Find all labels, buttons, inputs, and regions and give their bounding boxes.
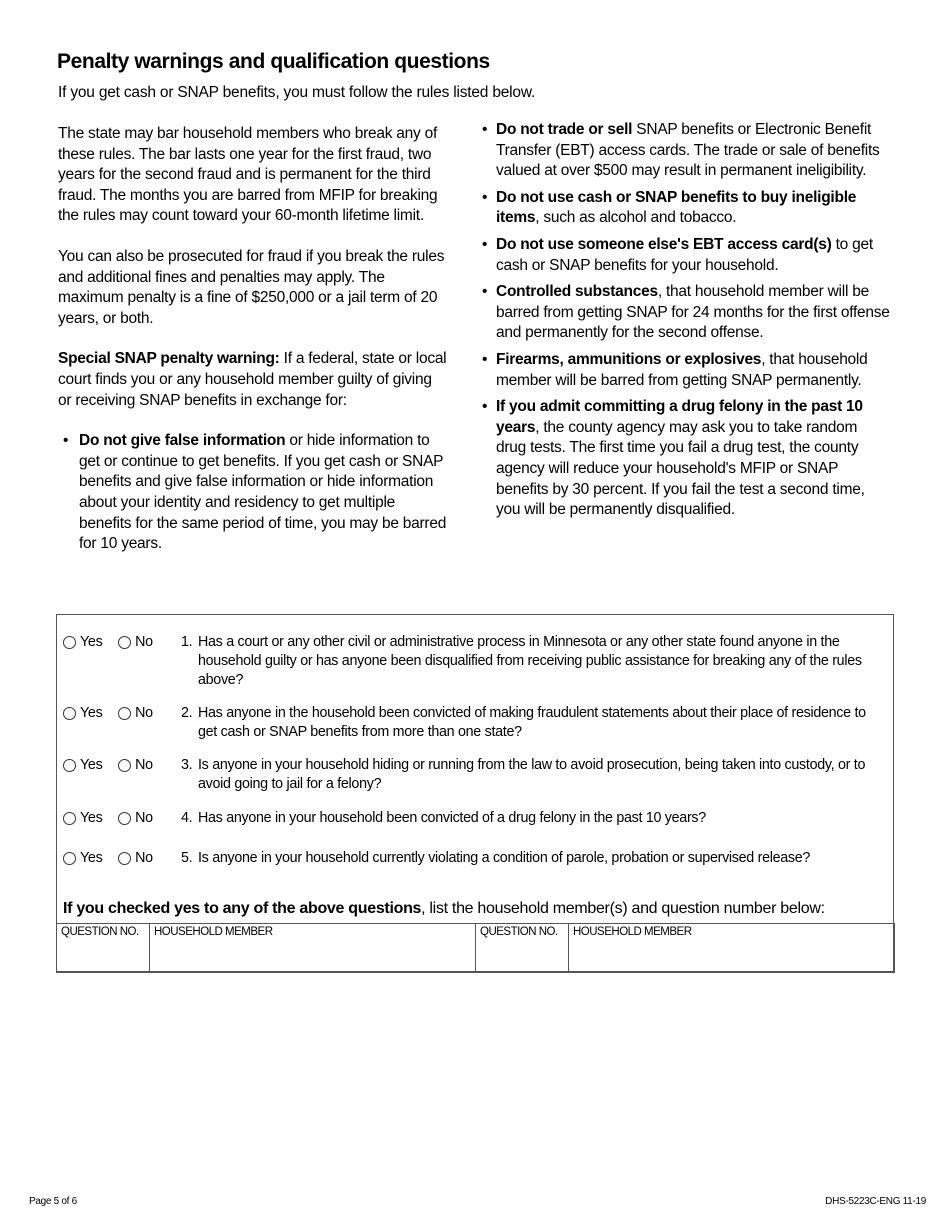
page-title: Penalty warnings and qualification questions — [57, 50, 490, 73]
column-header: QUESTION NO. — [480, 926, 558, 938]
radio-button-yes[interactable] — [63, 812, 76, 825]
yes-option[interactable] — [63, 633, 102, 652]
list-item — [480, 397, 890, 521]
form-identifier: DHS-5223C-ENG 11-19 — [825, 1196, 926, 1207]
bullet-text: to get cash or SNAP benefits for your household. — [496, 235, 873, 274]
radio-button-no[interactable] — [118, 707, 131, 720]
yes-no-group — [63, 849, 165, 871]
special-warning-heading: Special SNAP penalty warning: — [58, 350, 280, 368]
question-no-cell-1[interactable] — [57, 924, 150, 973]
household-member-table — [56, 923, 895, 973]
question-text: Has anyone in your household been convicted of a drug felony in the past 10 years? — [198, 810, 706, 826]
bullet-heading: Do not use cash or SNAP benefits to buy ineligible items — [496, 188, 857, 227]
bullet-glyph: • — [482, 350, 488, 368]
question-text: Has a court or any other civil or administrative process in Minnesota or any other state found anyone in the household guilty or has anyone been disqualified from receiving public assistance for breaking any of the rules above? — [198, 634, 862, 688]
intro-text: If you get cash or SNAP benefits, you must follow the rules listed below. — [58, 84, 536, 101]
question-text: Has anyone in the household been convicted of making fraudulent statements about their place of residence to get cash or SNAP benefits from more than one state? — [198, 705, 866, 740]
list-item — [58, 431, 448, 555]
bar-rules-paragraph: The state may bar household members who break any of these rules. The bar lasts one year for the first fraud, two years for the second fraud and is permanent for the third fraud. The months you are barred from MFIP for breaking the rules may count toward your 60-month lifetime limit. — [58, 125, 438, 225]
bullet-heading: Firearms, ammunitions or explosives — [496, 350, 762, 368]
bullet-glyph: • — [482, 398, 488, 416]
yes-option[interactable] — [63, 849, 102, 868]
no-label: No — [135, 757, 153, 773]
instruction-bold: If you checked yes to any of the above questions — [63, 900, 422, 917]
question-number: 5. — [181, 850, 193, 866]
yes-label: Yes — [80, 757, 103, 773]
yes-no-group — [63, 704, 165, 726]
instruction-text: , list the household member(s) and question number below: — [421, 900, 825, 917]
no-option[interactable] — [118, 704, 153, 723]
list-item — [480, 282, 890, 344]
radio-button-yes[interactable] — [63, 759, 76, 772]
bullet-heading: Do not trade or sell — [496, 121, 633, 138]
special-snap-warning — [58, 349, 448, 411]
no-label: No — [135, 705, 153, 721]
yes-label: Yes — [80, 810, 103, 826]
radio-button-no[interactable] — [118, 812, 131, 825]
question-number: 3. — [181, 757, 193, 773]
bullet-heading: Controlled substances — [496, 283, 658, 301]
no-label: No — [135, 634, 153, 650]
table-row — [57, 924, 895, 973]
yes-no-group — [63, 756, 165, 778]
no-option[interactable] — [118, 633, 153, 652]
question-number: 1. — [181, 634, 193, 650]
yes-option[interactable] — [63, 704, 102, 723]
yes-no-group — [63, 809, 165, 831]
bullet-glyph: • — [63, 432, 69, 450]
household-member-cell-1[interactable] — [150, 924, 476, 973]
bullet-text: or hide information to get or continue to get benefits. If you get cash or SNAP benefits and give false information or hide information about your identity and residency to get multiple benefits for the same period of time, you may be barred for 10 years. — [79, 432, 447, 553]
prosecution-paragraph: You can also be prosecuted for fraud if you break the rules and additional fines and penalties may apply. The maximum penalty is a fine of $250,000 or a jail term of 20 years, or both. — [58, 247, 445, 327]
no-option[interactable] — [118, 756, 153, 775]
radio-button-no[interactable] — [118, 852, 131, 865]
bullet-glyph: • — [482, 121, 488, 138]
right-column — [480, 120, 890, 527]
list-item — [480, 235, 890, 276]
bullet-text: , such as alcohol and tobacco. — [535, 209, 737, 227]
bullet-heading: Do not use someone else's EBT access card(s) — [496, 235, 832, 253]
left-column — [58, 124, 448, 561]
radio-button-yes[interactable] — [63, 707, 76, 720]
yes-option[interactable] — [63, 809, 102, 828]
bullet-glyph: • — [482, 235, 488, 253]
question-no-cell-2[interactable] — [476, 924, 569, 973]
yes-option[interactable] — [63, 756, 102, 775]
column-header: HOUSEHOLD MEMBER — [573, 926, 692, 938]
bullet-text: , the county agency may ask you to take random drug tests. The first time you fail a drug test, the county agency will reduce your household's MFIP or SNAP benefits by 30 percent. If you fail the test a second time, you will be permanently disqualified. — [496, 418, 865, 519]
yes-label: Yes — [80, 850, 103, 866]
special-warning-text: If a federal, state or local court finds you or any household member guilty of giving or receiving SNAP benefits in exchange for: — [58, 350, 447, 409]
no-option[interactable] — [118, 849, 153, 868]
bullet-heading: Do not give false information — [79, 432, 286, 450]
radio-button-yes[interactable] — [63, 852, 76, 865]
list-item — [480, 188, 890, 229]
bullet-glyph: • — [482, 188, 488, 206]
question-text: Is anyone in your household currently violating a condition of parole, probation or supervised release? — [198, 850, 811, 866]
list-item — [480, 120, 890, 182]
list-item — [480, 350, 890, 391]
bullet-glyph: • — [482, 283, 488, 301]
left-bullet-list — [58, 431, 448, 555]
bullet-text: , that household member will be barred from getting SNAP permanently. — [496, 350, 868, 389]
column-header: HOUSEHOLD MEMBER — [154, 926, 273, 938]
household-member-cell-2[interactable] — [569, 924, 895, 973]
radio-button-no[interactable] — [118, 759, 131, 772]
yes-no-group — [63, 633, 165, 655]
yes-label: Yes — [80, 634, 103, 650]
bullet-text: SNAP benefits or Electronic Benefit Transfer (EBT) access cards. The trade or sale of benefits valued at over $500 may result in permanent ineligibility. — [496, 121, 880, 180]
yes-label: Yes — [80, 705, 103, 721]
right-bullet-list — [480, 120, 890, 521]
no-option[interactable] — [118, 809, 153, 828]
bullet-text: , that household member will be barred from getting SNAP for 24 months for the first offense and permanently for the second offense. — [496, 283, 890, 342]
bullet-heading: If you admit committing a drug felony in the past 10 years — [496, 398, 863, 436]
column-header: QUESTION NO. — [61, 926, 139, 938]
question-text: Is anyone in your household hiding or running from the law to avoid prosecution, being taken into custody, or to avoid going to jail for a felony? — [198, 757, 866, 792]
radio-button-no[interactable] — [118, 636, 131, 649]
qualification-questions-box — [56, 614, 894, 972]
question-number: 2. — [181, 705, 193, 721]
no-label: No — [135, 850, 153, 866]
radio-button-yes[interactable] — [63, 636, 76, 649]
question-number: 4. — [181, 810, 193, 826]
page-number: Page 5 of 6 — [29, 1196, 77, 1207]
no-label: No — [135, 810, 153, 826]
member-list-instruction — [63, 900, 825, 918]
